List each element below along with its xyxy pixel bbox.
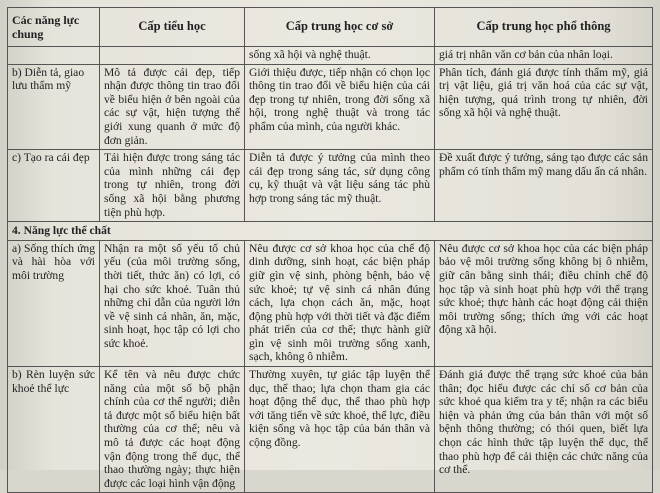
cell-upper-secondary: Đánh giá được thể trạng sức khoẻ của bản thân; đọc hiểu được các chỉ số cơ bản của sức khoẻ qua kiểm tra y tế; nhận ra các biểu hiện và phản ứng của bản thân với một số bệnh thông thường; có thói quen, biết lựa chọn các hình thức tập luyện thể dục, thể thao phù hợp để cải thiện các chức năng của cơ thể.: [435, 367, 653, 493]
cell-primary: Nhận ra một số yếu tố chủ yếu (của môi trường sống, thời tiết, thức ăn) có lợi, có hại cho sức khoẻ. Tuân thủ những chỉ dẫn của người lớn về vệ sinh cá nhân, ăn, mặc, sinh hoạt, học tập có lợi cho sức khoẻ.: [100, 240, 245, 366]
cell-upper-secondary: Đề xuất được ý tưởng, sáng tạo được các sản phẩm có tính thẩm mỹ mang dấu ấn cá nhân.: [435, 150, 653, 222]
cell-upper-secondary: giá trị nhân văn cơ bản của nhân loại.: [435, 47, 653, 65]
cell-upper-secondary: Phân tích, đánh giá được tính thẩm mỹ, giá trị vật liệu, giá trị văn hoá của các sự vật, hiện tượng, quá trình trong tự nhiên, đời sống xã hội và nghệ thuật.: [435, 64, 653, 150]
header-primary: Cấp tiểu học: [100, 8, 245, 47]
cell-primary: Kể tên và nêu được chức năng của một số bộ phận chính của cơ thể người; diễn tả được một số biểu hiện bất thường của cơ thể; nêu và mô tả được các hoạt động vận động trong thể dục, thể thao thường ngày; thực hiện được các loại hình vận động: [100, 367, 245, 493]
table-row-create-beauty: [8, 150, 653, 222]
cell-label: [8, 47, 100, 65]
header-general-competency: Các năng lực chung: [8, 8, 100, 47]
section-row-physical: [8, 222, 653, 241]
table-row-continued: [8, 47, 653, 65]
cell-lower-secondary: sống xã hội và nghệ thuật.: [245, 47, 435, 65]
cell-upper-secondary: Nêu được cơ sở khoa học của các biện pháp bảo vệ môi trường sống không bị ô nhiễm, giữ cân bằng sinh thái; điều chỉnh chế độ học tập và sinh hoạt phù hợp với thể trạng sức khoẻ; thực hành các hoạt động cải thiện môi trường sống; thích ứng với các hoạt động xã hội.: [435, 240, 653, 366]
cell-label: b) Rèn luyện sức khoẻ thể lực: [8, 367, 100, 493]
cell-label: b) Diễn tả, giao lưu thẩm mỹ: [8, 64, 100, 150]
cell-primary: Tái hiện được trong sáng tác của mình những cái đẹp trong tự nhiên, trong đời sống xã hội bằng phương tiện phù hợp.: [100, 150, 245, 222]
header-lower-secondary: Cấp trung học cơ sở: [245, 8, 435, 47]
header-row: [8, 8, 653, 47]
cell-primary: Mô tả được cái đẹp, tiếp nhận được thông tin trao đổi về biểu hiện ở bên ngoài của các sự vật, hiện tượng thế giới xung quanh ở mức độ đơn giản.: [100, 64, 245, 150]
competency-table: [7, 7, 653, 493]
cell-lower-secondary: Thường xuyên, tự giác tập luyện thể dục, thể thao; lựa chọn tham gia các hoạt động thể dục, thể thao phù hợp với tăng tiến về sức khoẻ, thể lực, điều kiện sống và học tập của bản thân và cộng đồng.: [245, 367, 435, 493]
table-row-aesthetic-expression: [8, 64, 653, 150]
cell-lower-secondary: Nêu được cơ sở khoa học của chế độ dinh dưỡng, sinh hoạt, các biện pháp giữ gìn vệ sinh, phòng bệnh, bảo vệ sức khoẻ; tự vệ sinh cá nhân đúng cách, lựa chọn cách ăn, mặc, hoạt động phù hợp với thời tiết và đặc điểm phát triển của cơ thể; thực hành giữ gìn vệ sinh môi trường sống xanh, sạch, không ô nhiễm.: [245, 240, 435, 366]
cell-label: c) Tạo ra cái đẹp: [8, 150, 100, 222]
cell-label: a) Sống thích ứng và hài hòa với môi trường: [8, 240, 100, 366]
cell-primary: [100, 47, 245, 65]
header-upper-secondary: Cấp trung học phổ thông: [435, 8, 653, 47]
section-heading: 4. Năng lực thể chất: [8, 222, 653, 241]
table-row-health-training: [8, 367, 653, 493]
cell-lower-secondary: Diễn tả được ý tưởng của mình theo cái đẹp trong sáng tác, sử dụng công cụ, kỹ thuật và vật liệu sáng tác phù hợp trong sáng tác mỹ thuật.: [245, 150, 435, 222]
cell-lower-secondary: Giới thiệu được, tiếp nhận có chọn lọc thông tin trao đổi về biểu hiện của cái đẹp trong tự nhiên, trong đời sống xã hội, trong nghệ thuật và trong tác phẩm của mình, của người khác.: [245, 64, 435, 150]
table-row-environment-adaptation: [8, 240, 653, 366]
